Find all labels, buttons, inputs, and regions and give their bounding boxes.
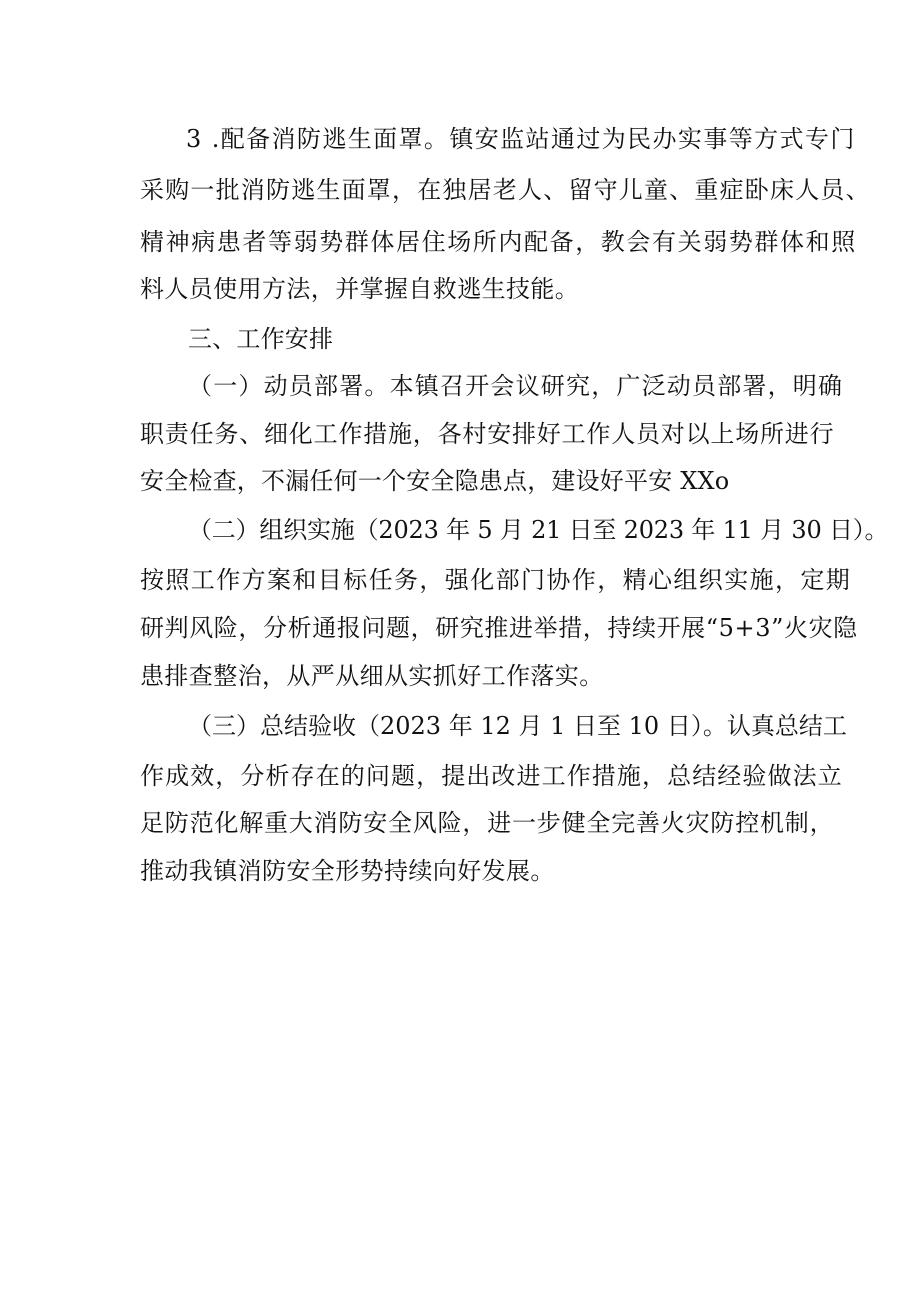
- paragraph-line: 料人员使用方法，并掌握自救逃生技能。: [140, 275, 580, 303]
- paragraph-line: （二）组织实施（2023 年 5 月 21 日至 2023 年 11 月 30 日）。: [188, 516, 889, 544]
- paragraph-line: 作成效，分析存在的问题，提出改进工作措施，总结经验做法立: [140, 762, 843, 790]
- paragraph-line: （三）总结验收（2023 年 12 月 1 日至 10 日）。认真总结工: [188, 712, 847, 740]
- paragraph-line: 安全检查，不漏任何一个安全隐患点，建设好平安 XXo: [140, 467, 730, 495]
- paragraph-line: 3 .配备消防逃生面罩。镇安监站通过为民办实事等方式专门: [186, 125, 856, 153]
- paragraph-line: （一）动员部署。本镇召开会议研究，广泛动员部署，明确: [188, 372, 844, 400]
- paragraph-line: 研判风险，分析通报问题，研究推进举措，持续开展“5+3”火灾隐: [140, 614, 858, 642]
- section-heading: 三、工作安排: [188, 325, 334, 353]
- paragraph-line: 采购一批消防逃生面罩，在独居老人、留守儿童、重症卧床人员、: [140, 176, 871, 204]
- paragraph-line: 推动我镇消防安全形势持续向好发展。: [140, 857, 555, 885]
- paragraph-line: 精神病患者等弱势群体居住场所内配备，教会有关弱势群体和照: [140, 228, 857, 256]
- paragraph-line: 患排查整治，从严从细从实抓好工作落实。: [140, 662, 604, 690]
- paragraph-line: 按照工作方案和目标任务，强化部门协作，精心组织实施，定期: [140, 566, 852, 594]
- paragraph-line: 职责任务、细化工作措施，各村安排好工作人员对以上场所进行: [140, 420, 835, 448]
- paragraph-line: 足防范化解重大消防安全风险，进一步健全完善火灾防控机制，: [140, 809, 835, 837]
